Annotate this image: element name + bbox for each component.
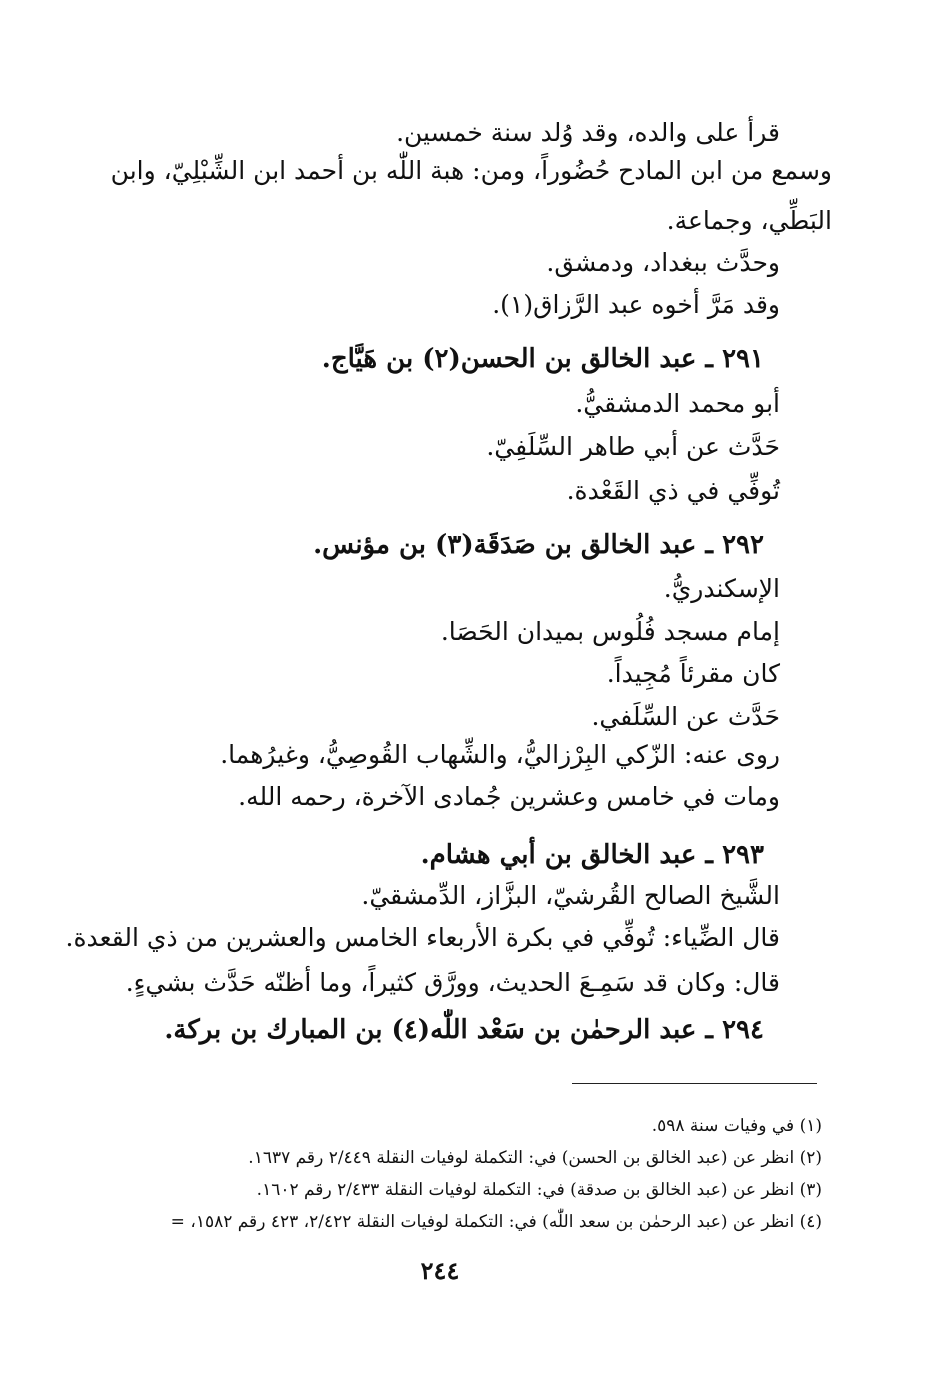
entry-line: ومات في خامس وعشرين جُمادى الآخرة، رحمه الله.	[238, 782, 780, 811]
entry-line: قال: وكان قد سَمِـعَ الحديث، وورَّق كثيراً، وما أظنّه حَدَّث بشيءٍ.	[125, 968, 780, 997]
entry-line: أبو محمد الدمشقيُّ.	[575, 389, 780, 418]
body-line: وحدَّث ببغداد، ودمشق.	[546, 248, 780, 277]
footnote: (٣) انظر عن (عبد الخالق بن صدقة) في: التكملة لوفيات النقلة ٢/٤٣٣ رقم ١٦٠٢.	[256, 1180, 822, 1200]
entry-heading: ٢٩٤ ـ عبد الرحمٰن بن سَعْد اللّٰه(٤) بن المبارك بن بركة.	[164, 1015, 764, 1045]
entry-line: كان مقرئاً مُجِيداً.	[606, 659, 780, 688]
entry-heading: ٢٩١ ـ عبد الخالق بن الحسن(٢) بن هَيَّاج.	[321, 344, 764, 374]
entry-line: تُوفِّي في ذي القَعْدة.	[566, 476, 780, 505]
body-line: وسمع من ابن المادح حُضُوراً، ومن: هبة اللّٰه بن أحمد ابن الشِّبْلِيّ، وابن	[110, 156, 832, 185]
body-line: وقد مَرَّ أخوه عبد الرَّزاق(١).	[492, 290, 780, 319]
entry-line: حَدَّث عن السِّلَفي.	[591, 702, 780, 731]
footnote: (٢) انظر عن (عبد الخالق بن الحسن) في: التكملة لوفيات النقلة ٢/٤٤٩ رقم ١٦٣٧.	[248, 1148, 822, 1168]
entry-line: الإسكندريُّ.	[663, 574, 780, 603]
footnote-separator	[572, 1083, 817, 1084]
footnote: (١) في وفيات سنة ٥٩٨.	[651, 1116, 822, 1136]
entry-line: الشَّيخ الصالح القُرشيّ، البزَّاز، الدِّمشقيّ.	[361, 881, 780, 910]
entry-line: إمام مسجد فُلُوس بميدان الحَصَا.	[440, 617, 780, 646]
entry-heading: ٢٩٢ ـ عبد الخالق بن صَدَقَة(٣) بن مؤنس.	[313, 530, 764, 560]
entry-heading: ٢٩٣ ـ عبد الخالق بن أبي هشام.	[420, 840, 764, 870]
body-line: البَطِّي، وجماعة.	[666, 206, 832, 235]
entry-line: قال الضِّياء: تُوفِّي في بكرة الأربعاء الخامس والعشرين من ذي القعدة.	[65, 923, 780, 952]
entry-line: حَدَّث عن أبي طاهر السِّلَفِيّ.	[486, 432, 780, 461]
page-number: ٢٤٤	[420, 1256, 460, 1285]
entry-line: روى عنه: الزّكي البِرْزاليُّ، والشِّهاب القُوصِيُّ، وغيرُهما.	[220, 740, 780, 769]
footnote: (٤) انظر عن (عبد الرحمٰن بن سعد اللّٰه) في: التكملة لوفيات النقلة ٢/٤٢٢، ٤٢٣ رقم ١٥٨٢، =	[170, 1212, 822, 1232]
body-line: قرأ على والده، وقد وُلد سنة خمسين.	[396, 118, 780, 147]
